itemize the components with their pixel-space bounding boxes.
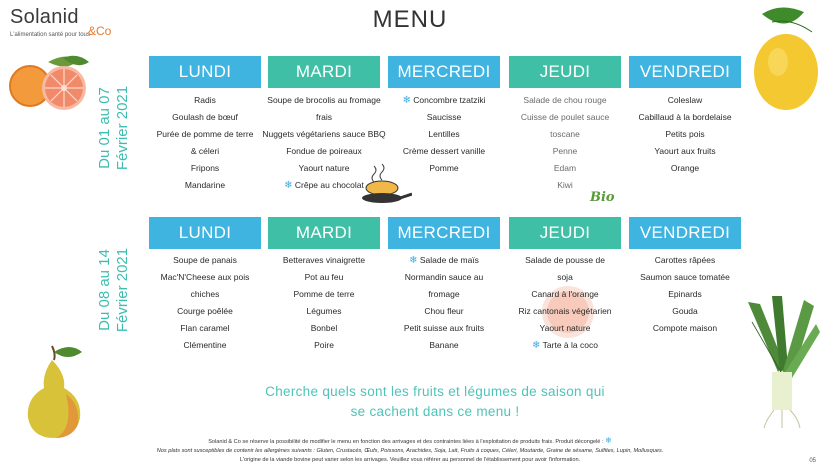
- menu-item: Saucisse: [426, 112, 462, 122]
- menu-item: Epinards: [668, 289, 702, 299]
- menu-item: Pomme: [429, 163, 459, 173]
- bio-label: Bio: [590, 190, 615, 205]
- menu-item: Radis: [194, 95, 216, 105]
- week-1-day-mercredi: MERCREDI: [388, 56, 500, 88]
- menu-item: Saumon sauce tomatée: [640, 272, 730, 282]
- menu-item: Crème dessert vanille: [402, 146, 486, 156]
- page-title: MENU: [372, 6, 448, 33]
- brand-sub: &Co: [88, 24, 112, 38]
- week-2-month: Février 2021: [114, 247, 131, 333]
- pear-illustration: [22, 340, 92, 440]
- menu-item: Salade de pousse de: [525, 255, 605, 265]
- menu-item: Cabillaud à la bordelaise: [638, 112, 732, 122]
- week-1-day-jeudi: JEUDI: [509, 56, 621, 88]
- week-2-lundi-menu: [140, 252, 270, 354]
- menu-item: Poire: [314, 340, 334, 350]
- menu-item-label: Crêpe au chocolat: [294, 180, 364, 190]
- menu-item: Banane: [429, 340, 459, 350]
- menu-item: [500, 337, 630, 354]
- menu-item: Pot au feu: [304, 272, 344, 282]
- menu-item: Kiwi: [557, 180, 573, 190]
- menu-item: Salade de chou rouge: [523, 95, 607, 105]
- notes-line-1-text: Solanid & Co se réserve la possibilité de modifier le menu en fonction des arrivages et des contraintes liées à l'exploitation de produits frais. Produit décongelé :: [208, 439, 604, 445]
- week-2-mercredi-menu: [379, 252, 509, 354]
- page-number: 05: [809, 458, 816, 464]
- week-1-day-lundi: LUNDI: [149, 56, 261, 88]
- brand-tagline: L'alimentation santé pour tous: [10, 32, 90, 38]
- week-2-day-lundi: LUNDI: [149, 217, 261, 249]
- leek-illustration: [738, 292, 820, 432]
- notes-line-1: [90, 436, 730, 447]
- menu-item: Chou fleur: [424, 306, 464, 316]
- week-2-day-mercredi: MERCREDI: [388, 217, 500, 249]
- menu-item: [379, 252, 509, 269]
- menu-item-label: Concombre tzatziki: [413, 95, 486, 105]
- snowflake-icon: ❄: [532, 340, 541, 351]
- week-2-day-vendredi: VENDREDI: [629, 217, 741, 249]
- menu-item: Penne: [552, 146, 578, 156]
- menu-item: Lentilles: [428, 129, 460, 139]
- menu-item: Yaourt aux fruits: [654, 146, 716, 156]
- snowflake-icon: ❄: [409, 255, 418, 266]
- week-1-day-vendredi: VENDREDI: [629, 56, 741, 88]
- week-2-jeudi-menu: [500, 252, 630, 354]
- notes-line-2: Nos plats sont susceptibles de contenir les allergènes suivants : Gluten, Crustacés, Œufs, Poissons, Arachides, Soja, Lait, Fruits à coques, Céleri, Moutarde, Graine de sésame, Sulfites, Lupin, Mollusques.: [156, 448, 664, 454]
- week-1-jeudi-menu: [500, 92, 630, 194]
- menu-item: Compote maison: [652, 323, 718, 333]
- week-1-month: Février 2021: [114, 85, 131, 171]
- snowflake-icon: ❄: [402, 95, 411, 106]
- menu-item: Soupe de panais: [173, 255, 237, 265]
- message-line-2: se cachent dans ce menu !: [350, 404, 520, 419]
- menu-item: Flan caramel: [180, 323, 230, 333]
- menu-item: Soupe de brocolis au fromage: [267, 95, 381, 105]
- menu-item: fromage: [428, 289, 460, 299]
- menu-item: Yaourt nature: [539, 323, 591, 333]
- week-2-vendredi-menu: [620, 252, 750, 337]
- menu-item: Edam: [553, 163, 577, 173]
- menu-item: Légumes: [306, 306, 342, 316]
- menu-item: Yaourt nature: [298, 163, 350, 173]
- menu-item: Pomme de terre: [293, 289, 355, 299]
- legal-notes: [90, 436, 730, 465]
- notes-line-3: L'origine de la viande bovine peut varier selon les arrivages. Veuillez vous référer au personnel de l'établissement pour avoir l'information.: [239, 457, 581, 463]
- week-1-day-mardi: MARDI: [268, 56, 380, 88]
- menu-item: [379, 92, 509, 109]
- seasonal-challenge-message: [200, 382, 670, 422]
- menu-item: Betteraves vinaigrette: [282, 255, 366, 265]
- menu-item: Bonbel: [310, 323, 338, 333]
- menu-item: toscane: [550, 129, 580, 139]
- crepe-pan-illustration: [360, 160, 412, 208]
- menu-item: & céleri: [190, 146, 220, 156]
- week-2-mardi-menu: [259, 252, 389, 354]
- menu-item: Coleslaw: [667, 95, 703, 105]
- snowflake-icon: ❄: [284, 180, 293, 191]
- menu-item: frais: [315, 112, 333, 122]
- menu-item: Mac'N'Cheese aux pois: [160, 272, 250, 282]
- menu-item: Riz cantonais végétarien: [518, 306, 612, 316]
- menu-item: Goulash de bœuf: [172, 112, 238, 122]
- menu-item: Courge poêlée: [177, 306, 233, 316]
- menu-item: Fondue de poireaux: [286, 146, 362, 156]
- menu-item: Normandin sauce au: [404, 272, 484, 282]
- week-1-range: Du 01 au 07: [96, 87, 113, 169]
- menu-item: chiches: [190, 289, 220, 299]
- menu-item: Petits pois: [665, 129, 705, 139]
- menu-item: Nuggets végétariens sauce BBQ: [262, 129, 386, 139]
- menu-item: Petit suisse aux fruits: [403, 323, 485, 333]
- menu-item: Purée de pomme de terre: [156, 129, 254, 139]
- menu-item: Cuisse de poulet sauce: [520, 112, 610, 122]
- brand-name: Solanid: [10, 6, 79, 28]
- week-1-lundi-menu: [140, 92, 270, 194]
- week-2-day-mardi: MARDI: [268, 217, 380, 249]
- menu-item-label: Tarte à la coco: [542, 340, 598, 350]
- week-2-day-jeudi: JEUDI: [509, 217, 621, 249]
- menu-item-label: Salade de maïs: [419, 255, 479, 265]
- week-1-vendredi-menu: [620, 92, 750, 177]
- menu-item: Canard à l'orange: [531, 289, 599, 299]
- menu-item: Fripons: [190, 163, 220, 173]
- week-2-range: Du 08 au 14: [96, 249, 113, 331]
- menu-item: Gouda: [672, 306, 698, 316]
- snowflake-icon: ❄: [605, 436, 612, 445]
- menu-item: Carottes râpées: [654, 255, 716, 265]
- menu-item: Mandarine: [184, 180, 226, 190]
- menu-item: Orange: [670, 163, 700, 173]
- menu-item: soja: [557, 272, 573, 282]
- message-line-1: Cherche quels sont les fruits et légumes de saison qui: [265, 384, 605, 399]
- menu-item: Clémentine: [183, 340, 227, 350]
